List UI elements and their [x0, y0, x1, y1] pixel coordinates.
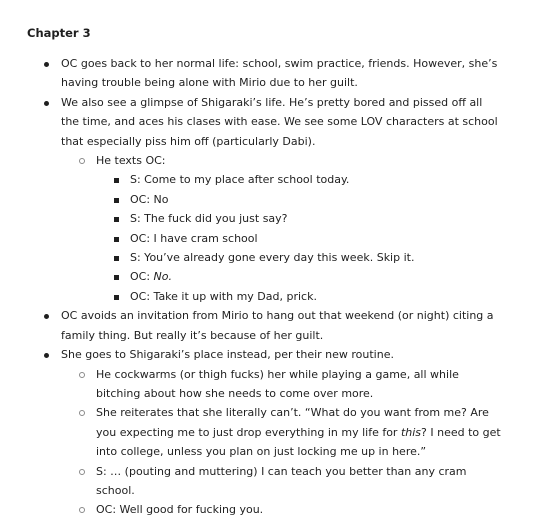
square-bullet-icon: [114, 237, 119, 242]
text-message-speaker: OC:: [130, 270, 154, 284]
circle-bullet-icon: [79, 410, 85, 416]
list-item-text: He cockwarms (or thigh fucks) her while playing a game, all while bitching about how she needs to come over more.: [96, 367, 459, 400]
circle-bullet-icon: [79, 158, 85, 164]
circle-bullet-icon: [79, 469, 85, 475]
text-message-item: [130, 190, 501, 209]
disc-bullet-icon: [44, 353, 49, 358]
list-item: [96, 500, 501, 519]
list-item: [61, 93, 501, 306]
list-item-emphasis: this: [400, 425, 422, 439]
text-message: S: The fuck did you just say?: [130, 212, 288, 226]
text-message: S: Come to my place after school today.: [130, 173, 350, 187]
list-item-text: He texts OC:: [96, 154, 166, 168]
text-message: OC: I have cram school: [130, 231, 258, 245]
text-message-item: [130, 170, 501, 189]
text-message: OC: No: [130, 192, 169, 206]
list-item-text: We also see a glimpse of Shigaraki’s life. He’s pretty bored and pissed off all the time, and aces his clases with ease. We see some LOV characters at school that especially piss him off (particularly Dabi).: [61, 95, 498, 148]
list-item-text-part: She reiterates that she literally can’t. “What do you want from me? Are you expecting me to just drop everything in my life for: [96, 406, 489, 439]
text-message: OC: Take it up with my Dad, prick.: [130, 289, 317, 303]
square-bullet-icon: [114, 295, 119, 300]
square-bullet-icon: [114, 256, 119, 261]
outline-list: [61, 54, 501, 520]
text-message: [130, 270, 172, 283]
list-item-text: OC goes back to her normal life: school, swim practice, friends. However, she’s having trouble being alone with Mirio due to her guilt.: [61, 57, 498, 90]
list-item: [96, 365, 501, 404]
disc-bullet-icon: [44, 101, 49, 106]
list-item-text-part: ? I need to get into college, unless you plan on just locking me up in here.”: [96, 425, 501, 459]
list-item-text: She goes to Shigaraki’s place instead, per their new routine.: [61, 348, 394, 362]
text-message-item: [130, 287, 501, 306]
text-message-emphasis: No.: [153, 270, 173, 284]
sub-list: [96, 365, 501, 520]
circle-bullet-icon: [79, 372, 85, 378]
chapter-title: Chapter 3: [27, 26, 91, 40]
list-item: [96, 403, 501, 461]
text-message-item: [130, 209, 501, 228]
text-message: S: You’ve already gone every day this week. Skip it.: [130, 251, 415, 265]
list-item: [96, 462, 501, 501]
list-item: [61, 54, 501, 93]
disc-bullet-icon: [44, 62, 49, 67]
list-item: [96, 151, 501, 306]
sub-list: [96, 151, 501, 306]
list-item: [61, 306, 501, 345]
circle-bullet-icon: [79, 507, 85, 513]
text-message-item: [130, 248, 501, 267]
text-message-item: [130, 267, 501, 286]
list-item: [61, 345, 501, 520]
text-message-list: [130, 170, 501, 306]
text-message-item: [130, 229, 501, 248]
square-bullet-icon: [114, 217, 119, 222]
list-item-text: OC avoids an invitation from Mirio to hang out that weekend (or night) citing a family thing. But really it’s because of her guilt.: [61, 309, 494, 342]
square-bullet-icon: [114, 178, 119, 183]
list-item-text: [96, 406, 501, 458]
disc-bullet-icon: [44, 314, 49, 319]
list-item-text: OC: Well good for fucking you.: [96, 503, 264, 517]
list-item-text: S: … (pouting and muttering) I can teach you better than any cram school.: [96, 464, 467, 497]
square-bullet-icon: [114, 275, 119, 280]
square-bullet-icon: [114, 198, 119, 203]
